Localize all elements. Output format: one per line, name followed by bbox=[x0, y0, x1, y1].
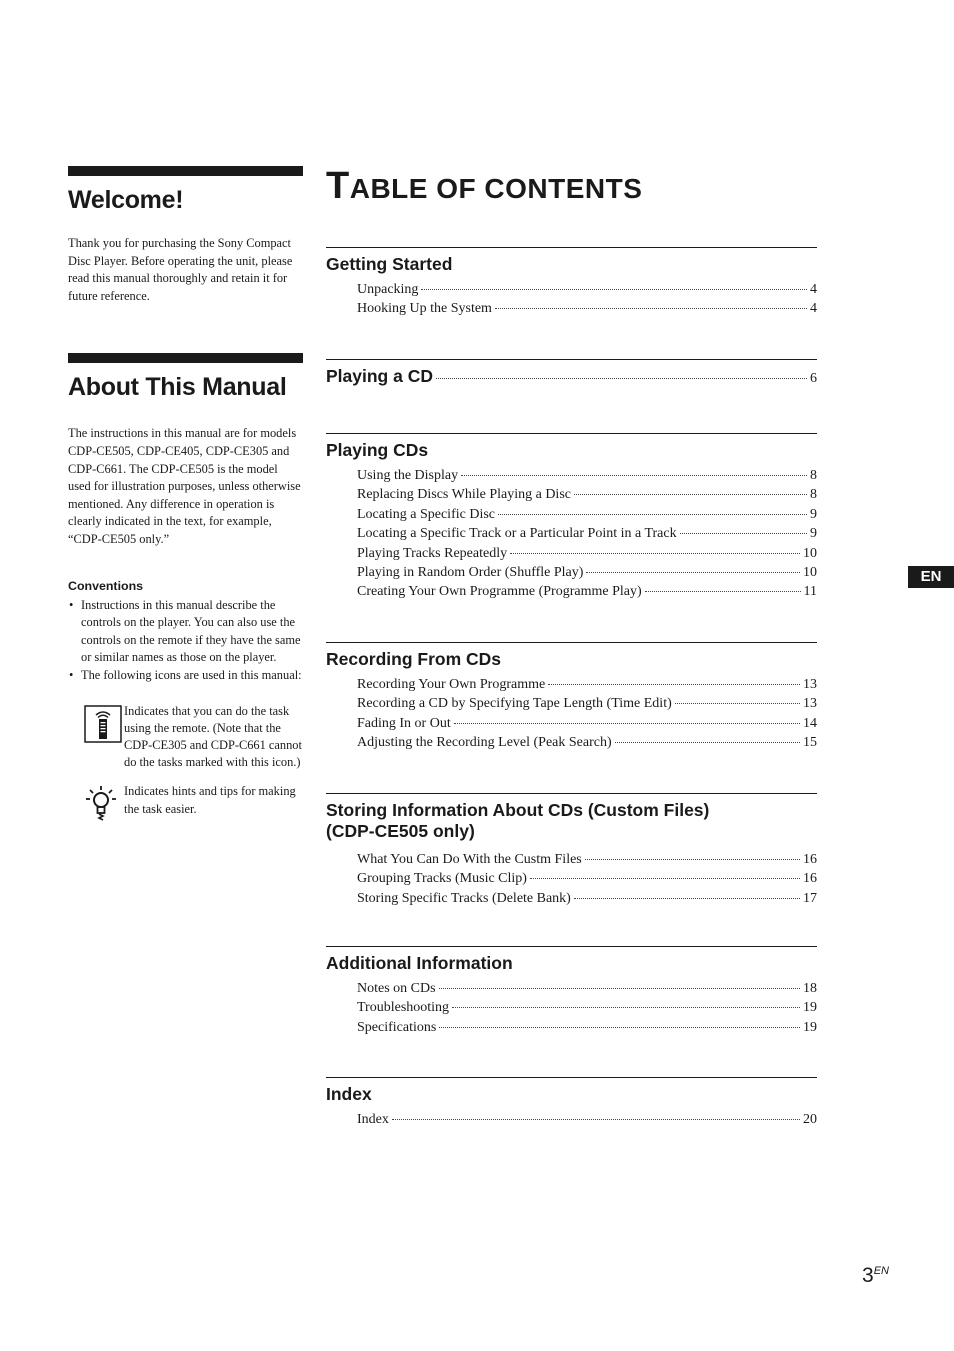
toc-entry-page: 19 bbox=[803, 1019, 817, 1035]
toc-entry[interactable] bbox=[357, 299, 817, 318]
toc-heading: Playing CDs bbox=[326, 440, 429, 460]
toc-heading: Index bbox=[326, 1084, 372, 1104]
bullet-text: Instructions in this manual describe the controls on the player. You can also use the controls on the remote if they have the same or similar names as those on the player. bbox=[81, 597, 301, 665]
toc-entry-label: Specifications bbox=[357, 1019, 437, 1035]
toc-entry[interactable] bbox=[357, 694, 817, 713]
toc-entry-label: Locating a Specific Track or a Particular Point in a Track bbox=[357, 526, 677, 542]
toc-heading: Storing Information About CDs (Custom Files) bbox=[326, 800, 710, 820]
language-tab: EN bbox=[908, 566, 954, 588]
toc-entry-label: Troubleshooting bbox=[357, 1000, 450, 1016]
toc-entry-label: Grouping Tracks (Music Clip) bbox=[357, 871, 527, 887]
toc-list bbox=[357, 850, 817, 908]
about-title: About This Manual bbox=[68, 373, 287, 402]
toc-entry-page: 16 bbox=[803, 852, 817, 867]
toc-heading-entry[interactable] bbox=[326, 366, 817, 389]
toc-entry-page: 4 bbox=[810, 301, 817, 317]
toc-entry-label: Playing Tracks Repeatedly bbox=[357, 545, 508, 561]
toc-entry[interactable] bbox=[357, 869, 817, 888]
toc-list bbox=[357, 280, 817, 319]
toc-entry[interactable] bbox=[357, 889, 817, 908]
toc-entry[interactable] bbox=[357, 505, 817, 524]
toc-section-playing-cds bbox=[326, 433, 817, 602]
toc-entry-label: What You Can Do With the Custm Files bbox=[357, 852, 582, 867]
toc-list bbox=[357, 466, 817, 602]
welcome-text: Thank you for purchasing the Sony Compact Disc Player. Before operating the unit, please read this manual thoroughly and retain it for future reference. bbox=[68, 236, 293, 303]
page-number-value: 3 bbox=[862, 1264, 874, 1287]
remote-icon-row bbox=[84, 703, 303, 772]
conventions-heading: Conventions bbox=[68, 578, 144, 593]
toc-entry-page: 8 bbox=[810, 487, 817, 503]
page-number bbox=[862, 1264, 889, 1288]
toc-entry[interactable] bbox=[357, 466, 817, 485]
toc-entry[interactable] bbox=[357, 998, 817, 1017]
table-of-contents bbox=[326, 165, 817, 1127]
toc-entry-page: 13 bbox=[803, 696, 817, 712]
toc-entry-page: 10 bbox=[803, 565, 817, 581]
hint-icon-row bbox=[84, 783, 303, 826]
about-text: The instructions in this manual are for models CDP-CE505, CDP-CE405, CDP-CE305 and CDP-C661. The CDP-CE505 is the model used for illustration purposes, unless otherwise mentioned. Any difference in operation is clearly indicated in the text, for example, “CDP-CE505 only.” bbox=[68, 426, 301, 546]
remote-icon bbox=[84, 703, 124, 772]
toc-entry-label: Playing in Random Order (Shuffle Play) bbox=[357, 565, 584, 581]
welcome-block bbox=[68, 166, 303, 305]
toc-list bbox=[357, 1110, 817, 1129]
toc-entry-page: 16 bbox=[803, 871, 817, 887]
toc-entry-label: Notes on CDs bbox=[357, 981, 436, 996]
toc-section-getting-started bbox=[326, 247, 817, 319]
toc-entry-page: 4 bbox=[810, 282, 817, 297]
toc-entry-page: 15 bbox=[803, 735, 817, 751]
toc-entry-page: 8 bbox=[810, 468, 817, 483]
toc-section-custom-files bbox=[326, 793, 817, 908]
toc-entry[interactable] bbox=[357, 979, 817, 998]
toc-section-recording bbox=[326, 642, 817, 753]
toc-heading: Playing a CD bbox=[326, 366, 433, 386]
toc-heading: Additional Information bbox=[326, 953, 513, 973]
toc-entry[interactable] bbox=[357, 563, 817, 582]
toc-entry-page: 13 bbox=[803, 677, 817, 692]
toc-entry-label: Unpacking bbox=[357, 282, 419, 297]
toc-entry-label: Recording a CD by Specifying Tape Length (Time Edit) bbox=[357, 696, 672, 712]
toc-entry[interactable] bbox=[357, 1110, 817, 1129]
toc-entry-label: Adjusting the Recording Level (Peak Search) bbox=[357, 735, 612, 751]
toc-heading-sub: (CDP-CE505 only) bbox=[326, 821, 475, 841]
toc-entry-label: Locating a Specific Disc bbox=[357, 506, 496, 522]
toc-entry-page: 20 bbox=[803, 1112, 817, 1127]
section-bar bbox=[68, 166, 303, 176]
toc-entry-label: Using the Display bbox=[357, 468, 459, 483]
toc-entry[interactable] bbox=[357, 544, 817, 563]
toc-entry-page: 9 bbox=[810, 526, 817, 542]
list-item: • The following icons are used in this manual: bbox=[69, 667, 302, 682]
list-item: • Instructions in this manual describe the controls on the player. You can also use the controls on the remote if they have the same or similar names as those on the player. bbox=[69, 597, 301, 665]
hint-icon-text: Indicates hints and tips for making the task easier. bbox=[124, 784, 296, 816]
toc-entry-page: 19 bbox=[803, 1000, 817, 1016]
left-column bbox=[68, 166, 303, 826]
toc-entry-label: Index bbox=[357, 1112, 389, 1127]
toc-entry-page: 18 bbox=[803, 981, 817, 996]
remote-icon-text: Indicates that you can do the task using the remote. (Note that the CDP-CE305 and CDP-C661 cannot do the tasks marked with this icon.) bbox=[124, 703, 302, 770]
toc-heading: Getting Started bbox=[326, 254, 453, 274]
conventions-list bbox=[68, 597, 303, 685]
toc-entry-page: 10 bbox=[803, 545, 817, 561]
toc-entry[interactable] bbox=[357, 280, 817, 299]
toc-entry-label: Recording Your Own Programme bbox=[357, 677, 546, 692]
toc-entry-page: 14 bbox=[803, 715, 817, 731]
toc-entry[interactable] bbox=[357, 850, 817, 869]
toc-entry[interactable] bbox=[357, 733, 817, 752]
welcome-title: Welcome! bbox=[68, 186, 184, 214]
toc-section-additional bbox=[326, 946, 817, 1037]
toc-title-rest: ABLE OF CONTENTS bbox=[349, 173, 643, 204]
toc-title-initial: T bbox=[326, 165, 350, 207]
toc-entry-label: Storing Specific Tracks (Delete Bank) bbox=[357, 890, 571, 906]
toc-entry-page: 11 bbox=[803, 584, 817, 600]
toc-entry[interactable] bbox=[357, 1018, 817, 1037]
toc-entry[interactable] bbox=[357, 675, 817, 694]
about-block bbox=[68, 353, 303, 826]
toc-entry-label: Fading In or Out bbox=[357, 715, 451, 731]
toc-entry-page: 9 bbox=[810, 506, 817, 522]
toc-list bbox=[357, 979, 817, 1037]
toc-title bbox=[326, 166, 817, 209]
toc-entry-label: Replacing Discs While Playing a Disc bbox=[357, 487, 571, 503]
toc-list bbox=[357, 675, 817, 753]
page-number-suffix: EN bbox=[873, 1265, 889, 1277]
toc-section-index bbox=[326, 1077, 817, 1129]
toc-entry-label: Creating Your Own Programme (Programme Play) bbox=[357, 584, 642, 600]
toc-heading: Recording From CDs bbox=[326, 649, 502, 669]
bullet-text: The following icons are used in this manual: bbox=[81, 667, 302, 682]
toc-entry[interactable] bbox=[357, 485, 817, 504]
section-bar bbox=[68, 353, 303, 363]
toc-entry-page: 17 bbox=[803, 890, 817, 906]
toc-entry[interactable] bbox=[357, 524, 817, 543]
toc-entry[interactable] bbox=[357, 714, 817, 733]
toc-section-playing-a-cd bbox=[326, 359, 817, 389]
toc-entry[interactable] bbox=[357, 582, 817, 601]
lightbulb-icon bbox=[84, 783, 124, 826]
toc-entry-page: 6 bbox=[810, 371, 817, 386]
toc-entry-label: Hooking Up the System bbox=[357, 301, 492, 317]
